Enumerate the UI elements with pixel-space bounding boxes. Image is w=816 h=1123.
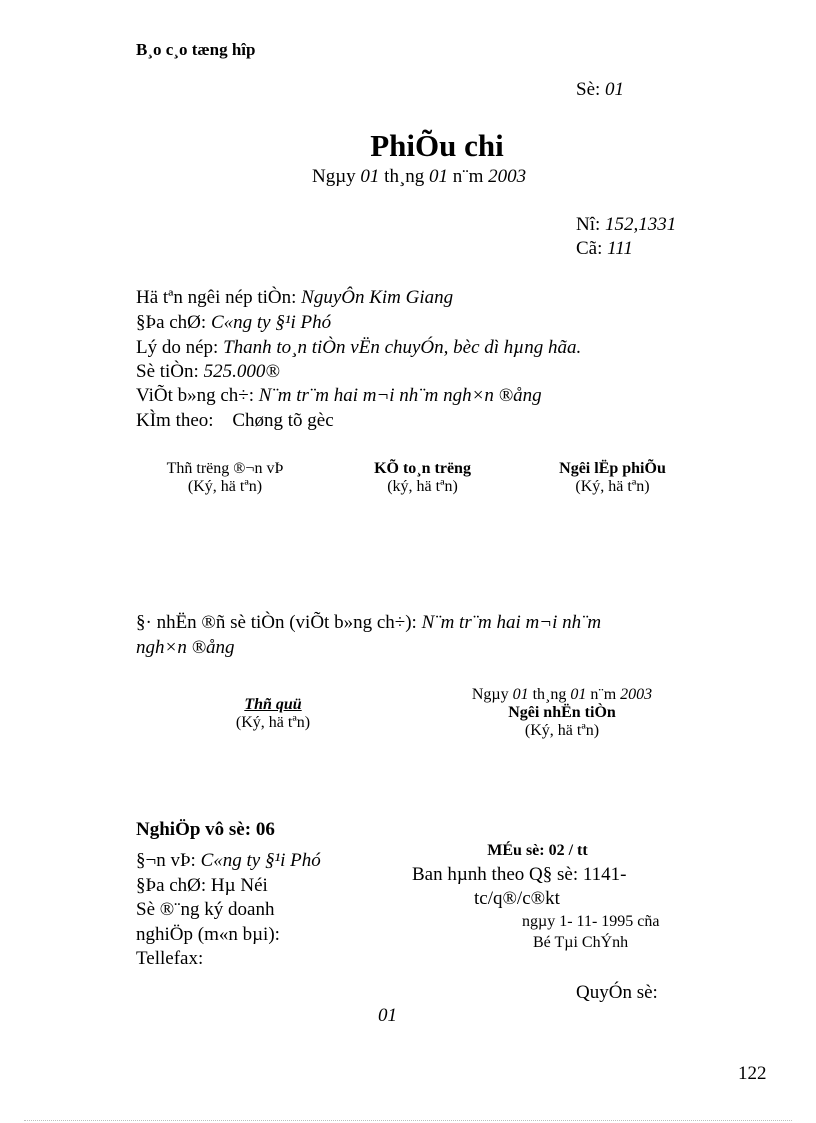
signature-chief-accountant <box>325 460 520 496</box>
credit-account <box>576 238 633 260</box>
page-number: 122 <box>738 1063 767 1084</box>
address-label: §Þa chØ: <box>136 312 207 333</box>
date-line <box>312 166 526 188</box>
receiver-date <box>432 686 692 704</box>
unit-fax: Tellefax: <box>136 948 204 969</box>
date-thang-label: th¸ng <box>384 166 425 187</box>
amount-label: Sè tiÒn: <box>136 361 199 382</box>
debit-account <box>576 214 676 236</box>
payee-line <box>136 287 453 309</box>
receiver-thang: 01 <box>570 686 587 703</box>
signature-receiver <box>432 686 692 740</box>
operation-label: NghiÖp vô sè: <box>136 819 252 840</box>
form-issued-line2: tc/q®/c®kt <box>474 888 560 909</box>
received-value-cont: ngh×n ®ång <box>136 637 235 658</box>
receiver-nam: 2003 <box>620 686 653 703</box>
receiver-nam-label: n¨m <box>590 686 617 703</box>
form-date: ngµy 1- 11- 1995 cña <box>522 913 660 930</box>
signature-receiver-note: (Ký, hä tªn) <box>524 722 600 739</box>
page-title: PhiÕu chi <box>370 128 504 163</box>
signature-preparer <box>515 460 710 496</box>
book-number-label: QuyÓn sè: <box>576 982 658 1003</box>
signature-chief-accountant-role: KÕ to¸n trëng <box>374 460 471 477</box>
words-label: ViÕt b»ng ch÷: <box>136 385 254 406</box>
unit-label: §¬n vÞ: <box>136 850 196 871</box>
received-value: N¨m tr¨m hai m¬i nh¨m <box>421 612 602 633</box>
unit-address: §Þa chØ: Hµ Néi <box>136 875 268 896</box>
reason-line <box>136 337 581 359</box>
amount-line <box>136 361 280 383</box>
signature-director-note: (Ký, hä tªn) <box>187 478 263 495</box>
signature-preparer-note: (Ký, hä tªn) <box>575 478 650 495</box>
receiver-ngay-label: Ngµy <box>471 686 509 703</box>
reason-value: Thanh to¸n tiÒn vËn chuyÓn, bèc dì hµng hãa. <box>223 337 582 358</box>
book-number-value: 01 <box>378 1005 397 1026</box>
signature-director-role: Thñ trëng ®¬n vÞ <box>166 460 284 477</box>
receiver-thang-label: th¸ng <box>532 686 567 703</box>
date-thang: 01 <box>429 166 449 187</box>
date-ngay-label: Ngµy <box>312 166 356 187</box>
doc-number-label: Sè: <box>576 79 601 100</box>
signature-cashier-role: Thñ quü <box>244 696 302 713</box>
credit-value: 111 <box>607 238 633 259</box>
signature-receiver-role: Ngêi nhËn tiÒn <box>508 704 616 721</box>
unit-registration-2: nghiÖp (m«n bµi): <box>136 924 280 945</box>
attach-value: Chøng tõ gèc <box>232 410 334 431</box>
signature-director <box>130 460 320 496</box>
attach-label: KÌm theo: <box>136 410 214 431</box>
unit-registration-1: Sè ®¨ng ký doanh <box>136 899 275 920</box>
report-header: B¸o c¸o tæng hîp <box>136 40 256 59</box>
words-line <box>136 385 542 407</box>
words-value: N¨m tr¨m hai m¬i nh¨m ngh×n ®ång <box>258 385 542 406</box>
received-line <box>136 612 601 634</box>
date-nam-label: n¨m <box>452 166 484 187</box>
signature-cashier-note: (Ký, hä tªn) <box>235 714 311 731</box>
page-divider <box>24 1120 792 1121</box>
signature-preparer-role: Ngêi lËp phiÕu <box>559 460 666 477</box>
address-value: C«ng ty §¹i Phó <box>210 312 332 333</box>
date-ngay: 01 <box>360 166 380 187</box>
debit-label: Nî: <box>576 214 601 235</box>
form-issued-line1: Ban hµnh theo Q§ sè: 1141- <box>412 864 627 885</box>
credit-label: Cã: <box>576 238 603 259</box>
payee-label: Hä tªn ngêi nép tiÒn: <box>136 287 297 308</box>
operation-value: 06 <box>255 819 275 840</box>
signature-cashier <box>178 696 368 732</box>
unit-value: C«ng ty §¹i Phó <box>200 850 321 871</box>
received-label: §· nhËn ®ñ sè tiÒn (viÕt b»ng ch÷): <box>136 612 417 633</box>
doc-number-value: 01 <box>605 79 625 100</box>
address-line <box>136 312 331 334</box>
form-number: MÉu sè: 02 / tt <box>487 842 588 859</box>
signature-chief-accountant-note: (ký, hä tªn) <box>387 478 458 495</box>
attach-line <box>136 410 334 432</box>
date-nam: 2003 <box>488 166 527 187</box>
payee-value: NguyÔn Kim Giang <box>301 287 454 308</box>
amount-value: 525.000® <box>203 361 280 382</box>
operation-number <box>136 819 275 841</box>
receiver-ngay: 01 <box>512 686 529 703</box>
debit-value: 152,1331 <box>605 214 677 235</box>
unit-line <box>136 850 321 872</box>
reason-label: Lý do nép: <box>136 337 219 358</box>
doc-number <box>576 79 624 101</box>
form-ministry: Bé Tµi ChÝnh <box>533 934 629 951</box>
